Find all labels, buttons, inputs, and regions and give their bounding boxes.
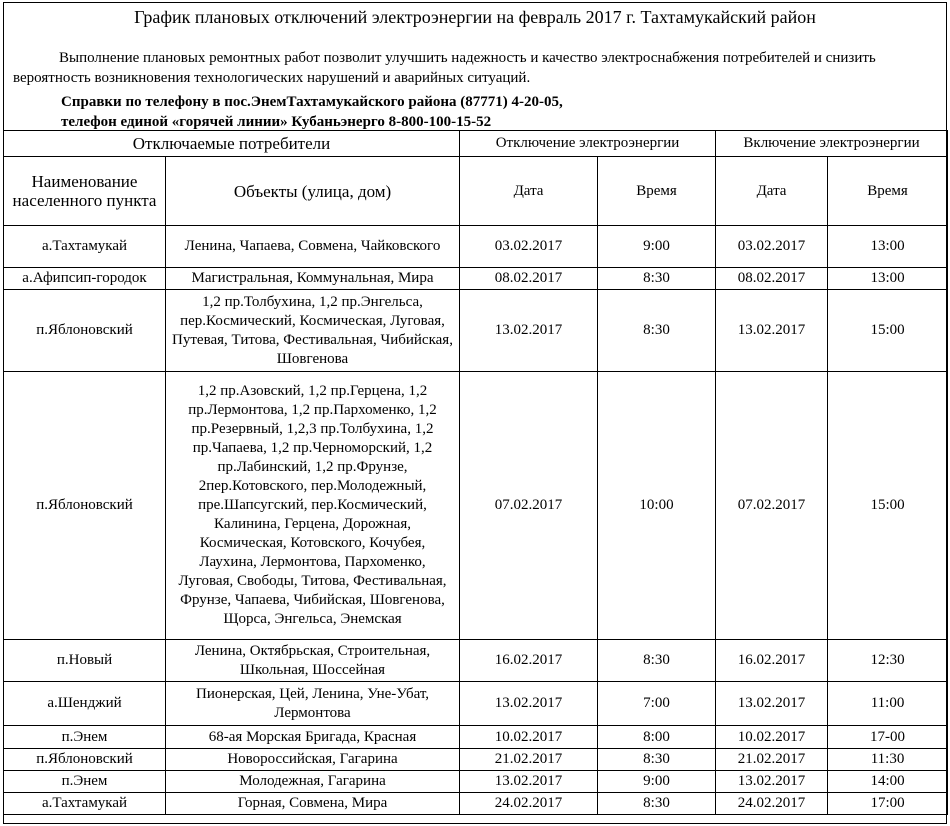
cell-on-date: 21.02.2017: [716, 749, 828, 771]
cell-off-date: 13.02.2017: [460, 290, 598, 372]
cell-on-date: 10.02.2017: [716, 726, 828, 749]
phone-line-2: телефон единой «горячей линии» Кубаньэнерго 8-800-100-15-52: [61, 114, 492, 130]
cell-on-time: 17:00: [828, 793, 948, 815]
cell-objects: Магистральная, Коммунальная, Мира: [166, 268, 460, 290]
cell-locality: п.Энем: [4, 726, 166, 749]
column-header-objects: Объекты (улица, дом): [166, 157, 460, 226]
cell-off-date: 16.02.2017: [460, 640, 598, 682]
cell-objects: Новороссийская, Гагарина: [166, 749, 460, 771]
cell-locality: а.Тахтамукай: [4, 793, 166, 815]
cell-objects: Молодежная, Гагарина: [166, 771, 460, 793]
cell-off-time: 8:30: [598, 793, 716, 815]
cell-off-time: 9:00: [598, 226, 716, 268]
cell-off-time: 8:30: [598, 749, 716, 771]
cell-locality: а.Шенджий: [4, 682, 166, 726]
cell-objects: 1,2 пр.Толбухина, 1,2 пр.Энгельса, пер.Космический, Космическая, Луговая, Путевая, Титова, Фестивальная, Чибийская, Шовгенова: [166, 290, 460, 372]
cell-off-date: 13.02.2017: [460, 771, 598, 793]
cell-locality: а.Афипсип-городок: [4, 268, 166, 290]
cell-off-date: 24.02.2017: [460, 793, 598, 815]
cell-on-date: 13.02.2017: [716, 290, 828, 372]
cell-off-time: 8:30: [598, 290, 716, 372]
group-header-on: Включение электроэнергии: [716, 131, 948, 157]
column-header-on-time: Время: [828, 157, 948, 226]
cell-on-date: 08.02.2017: [716, 268, 828, 290]
cell-on-date: 13.02.2017: [716, 771, 828, 793]
cell-locality: п.Новый: [4, 640, 166, 682]
table-row: [4, 682, 948, 726]
cell-off-time: 7:00: [598, 682, 716, 726]
table-row: [4, 793, 948, 815]
cell-locality: а.Тахтамукай: [4, 226, 166, 268]
table-row: [4, 749, 948, 771]
intro-paragraph: Выполнение плановых ремонтных работ позволит улучшить надежность и качество электроснабжения потребителей и снизить вероятность возникновения технологических нарушений и аварийных ситуаций.: [13, 50, 876, 86]
cell-locality: п.Энем: [4, 771, 166, 793]
cell-on-date: 03.02.2017: [716, 226, 828, 268]
outage-schedule-table: [3, 130, 948, 815]
table-row: [4, 268, 948, 290]
cell-objects: Горная, Совмена, Мира: [166, 793, 460, 815]
cell-objects: 1,2 пр.Азовский, 1,2 пр.Герцена, 1,2 пр.Лермонтова, 1,2 пр.Пархоменко, 1,2 пр.Резервный, 1,2,3 пр.Толбухина, 1,2 пр.Чапаева, 1,2 пр.Черноморский, 1,2 пр.Лабинский, 1,2 пр.Фрунзе, 2пер.Котовского, пер.Молодежный, пре.Шапсугский, пер.Космический, Калинина, Герцена, Дорожная, Космическая, Котовского, Кочубея, Лаухина, Лермонтова, Пархоменко, Луговая, Свободы, Титова, Фестивальная, Фрунзе, Чапаева, Чибийская, Шовгенова, Щорса, Энгельса, Энемская: [166, 372, 460, 640]
cell-off-time: 8:00: [598, 726, 716, 749]
cell-off-date: 10.02.2017: [460, 726, 598, 749]
cell-off-date: 03.02.2017: [460, 226, 598, 268]
cell-locality: п.Яблоновский: [4, 290, 166, 372]
cell-on-date: 16.02.2017: [716, 640, 828, 682]
column-header-off-date: Дата: [460, 157, 598, 226]
cell-on-time: 15:00: [828, 372, 948, 640]
cell-objects: 68-ая Морская Бригада, Красная: [166, 726, 460, 749]
cell-off-time: 9:00: [598, 771, 716, 793]
column-header-locality: Наименование населенного пункта: [4, 157, 166, 226]
cell-on-time: 11:30: [828, 749, 948, 771]
table-row: [4, 640, 948, 682]
cell-objects: Ленина, Октябрьская, Строительная, Школьная, Шоссейная: [166, 640, 460, 682]
column-header-off-time: Время: [598, 157, 716, 226]
document-header: [3, 2, 947, 132]
cell-on-time: 11:00: [828, 682, 948, 726]
cell-off-time: 8:30: [598, 268, 716, 290]
document-title: График плановых отключений электроэнергии на февраль 2017 г. Тахтамукайский район: [134, 7, 816, 27]
cell-off-time: 10:00: [598, 372, 716, 640]
table-row: [4, 226, 948, 268]
group-header-off: Отключение электроэнергии: [460, 131, 716, 157]
cell-off-date: 21.02.2017: [460, 749, 598, 771]
cell-on-date: 07.02.2017: [716, 372, 828, 640]
cell-on-date: 24.02.2017: [716, 793, 828, 815]
cell-off-date: 07.02.2017: [460, 372, 598, 640]
cell-on-time: 15:00: [828, 290, 948, 372]
cell-off-date: 08.02.2017: [460, 268, 598, 290]
cell-on-time: 14:00: [828, 771, 948, 793]
group-header-consumers: Отключаемые потребители: [4, 131, 460, 157]
cell-on-time: 17-00: [828, 726, 948, 749]
phone-line-1: Справки по телефону в пос.ЭнемТахтамукайского района (87771) 4-20-05,: [61, 94, 563, 110]
table-row: [4, 290, 948, 372]
cell-on-time: 13:00: [828, 226, 948, 268]
cell-on-date: 13.02.2017: [716, 682, 828, 726]
table-row: [4, 372, 948, 640]
cell-locality: п.Яблоновский: [4, 372, 166, 640]
cell-objects: Пионерская, Цей, Ленина, Уне-Убат, Лермонтова: [166, 682, 460, 726]
cell-objects: Ленина, Чапаева, Совмена, Чайковского: [166, 226, 460, 268]
cell-on-time: 12:30: [828, 640, 948, 682]
cell-off-time: 8:30: [598, 640, 716, 682]
column-header-on-date: Дата: [716, 157, 828, 226]
table-row: [4, 771, 948, 793]
cell-off-date: 13.02.2017: [460, 682, 598, 726]
table-row: [4, 726, 948, 749]
cell-locality: п.Яблоновский: [4, 749, 166, 771]
cell-on-time: 13:00: [828, 268, 948, 290]
